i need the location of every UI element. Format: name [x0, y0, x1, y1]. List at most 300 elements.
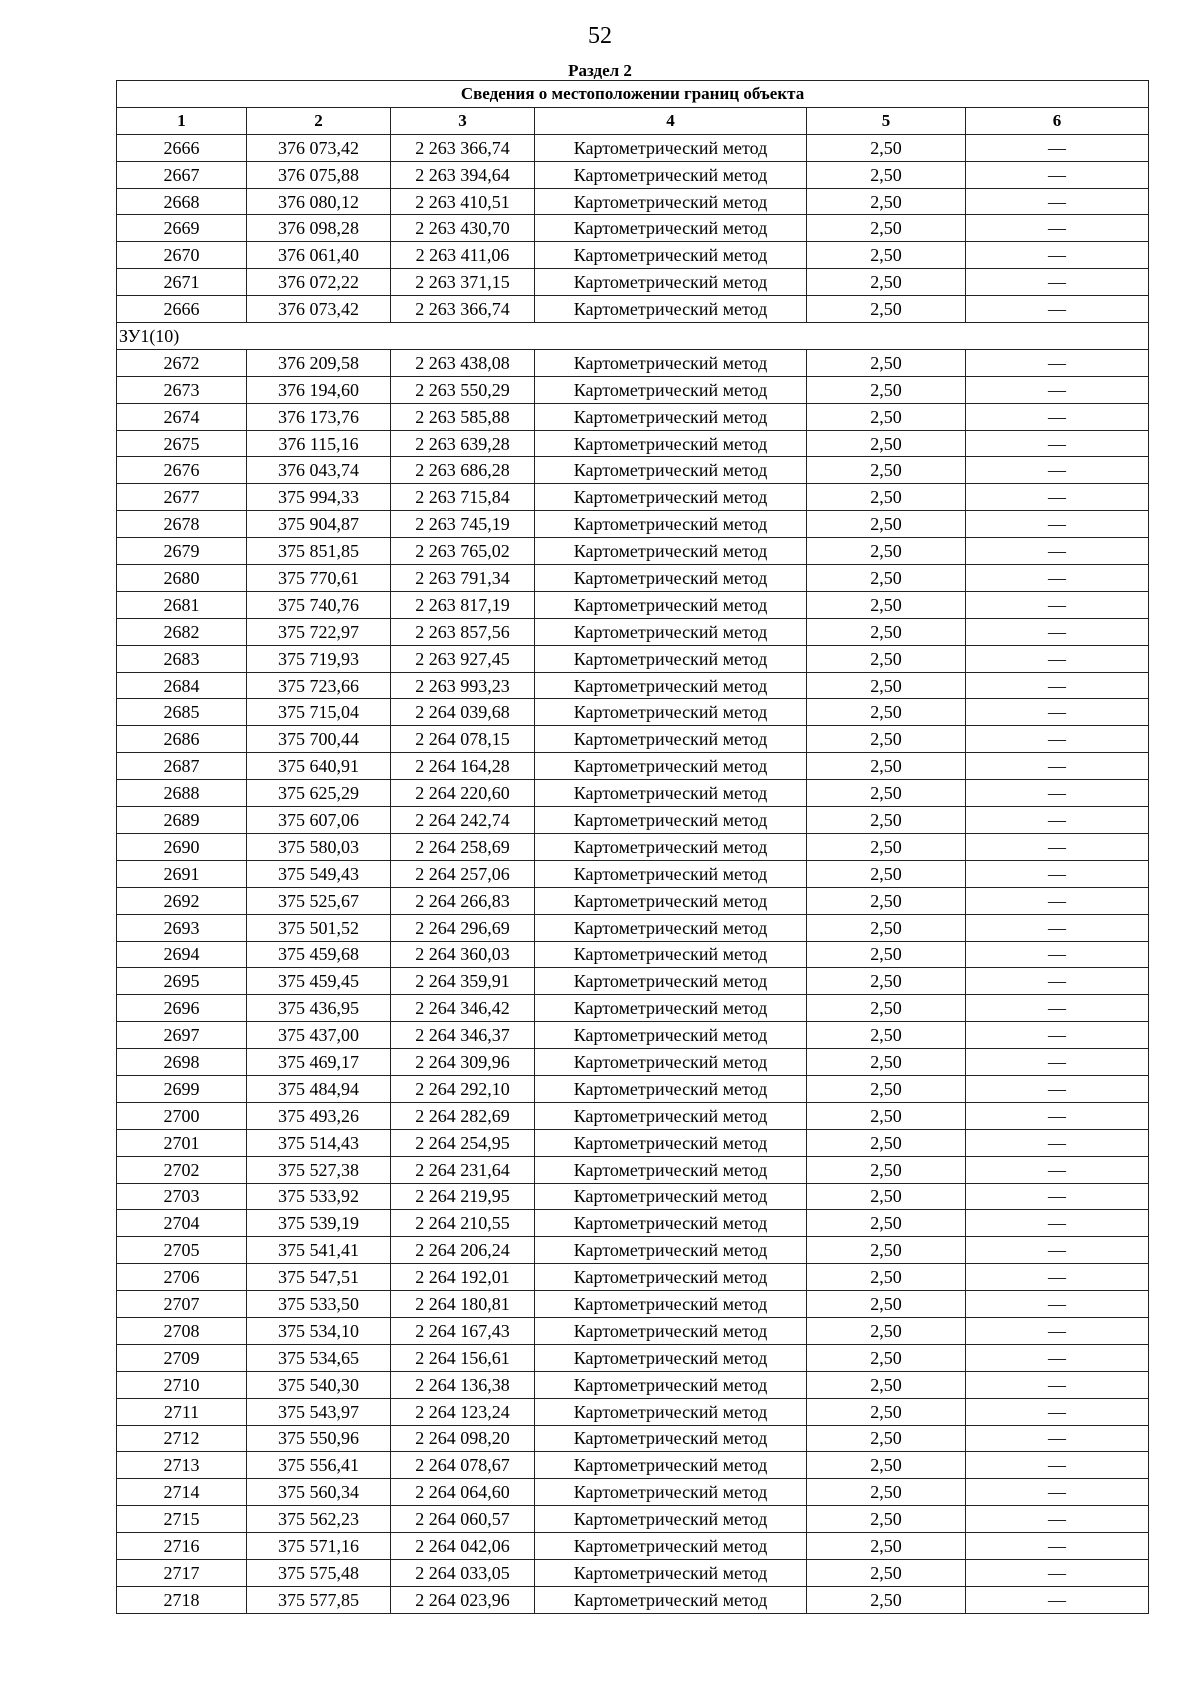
- table-cell: 2 263 366,74: [391, 296, 535, 323]
- table-cell: 2678: [117, 511, 247, 538]
- table-cell: 2,50: [807, 1506, 966, 1533]
- table-cell: 2685: [117, 699, 247, 726]
- table-cell: Картометрический метод: [535, 349, 807, 376]
- table-row: [117, 1022, 1149, 1049]
- table-body: [117, 134, 1149, 1613]
- table-cell: 2,50: [807, 1452, 966, 1479]
- table-title: Сведения о местоположении границ объекта: [117, 81, 1149, 108]
- table-row: [117, 269, 1149, 296]
- table-cell: 2 263 686,28: [391, 457, 535, 484]
- table-cell: 2,50: [807, 1075, 966, 1102]
- table-cell: Картометрический метод: [535, 1398, 807, 1425]
- table-cell: 2,50: [807, 726, 966, 753]
- table-cell: 375 719,93: [247, 645, 391, 672]
- table-cell: 2670: [117, 242, 247, 269]
- table-cell: 2 264 136,38: [391, 1371, 535, 1398]
- table-cell: —: [966, 1237, 1149, 1264]
- table-cell: —: [966, 134, 1149, 161]
- table-row: [117, 430, 1149, 457]
- table-cell: 2 263 411,06: [391, 242, 535, 269]
- table-cell: 375 550,96: [247, 1425, 391, 1452]
- table-cell: Картометрический метод: [535, 914, 807, 941]
- table-cell: 376 043,74: [247, 457, 391, 484]
- table-cell: 2,50: [807, 1049, 966, 1076]
- table-cell: —: [966, 215, 1149, 242]
- table-row: [117, 134, 1149, 161]
- table-cell: —: [966, 1533, 1149, 1560]
- table-cell: 376 072,22: [247, 269, 391, 296]
- table-cell: 2680: [117, 565, 247, 592]
- table-cell: 2 263 927,45: [391, 645, 535, 672]
- table-cell: 2673: [117, 376, 247, 403]
- table-cell: 376 098,28: [247, 215, 391, 242]
- table-cell: Картометрический метод: [535, 376, 807, 403]
- table-row: [117, 1533, 1149, 1560]
- table-cell: —: [966, 1102, 1149, 1129]
- table-cell: 2,50: [807, 860, 966, 887]
- column-header: 3: [391, 107, 535, 134]
- table-cell: Картометрический метод: [535, 1291, 807, 1318]
- table-cell: 376 061,40: [247, 242, 391, 269]
- table-cell: 2667: [117, 161, 247, 188]
- table-row: [117, 1506, 1149, 1533]
- table-cell: Картометрический метод: [535, 1425, 807, 1452]
- table-cell: 2694: [117, 941, 247, 968]
- table-row: [117, 941, 1149, 968]
- table-cell: —: [966, 1049, 1149, 1076]
- table-cell: 2 264 123,24: [391, 1398, 535, 1425]
- table-cell: —: [966, 296, 1149, 323]
- table-cell: 2672: [117, 349, 247, 376]
- table-row: [117, 1425, 1149, 1452]
- table-cell: 2 264 098,20: [391, 1425, 535, 1452]
- table-cell: 2714: [117, 1479, 247, 1506]
- table-cell: 375 575,48: [247, 1559, 391, 1586]
- table-cell: —: [966, 430, 1149, 457]
- table-cell: 2,50: [807, 672, 966, 699]
- group-label-row: [117, 323, 1149, 350]
- table-row: [117, 1264, 1149, 1291]
- table-cell: 2,50: [807, 376, 966, 403]
- table-cell: 2,50: [807, 1559, 966, 1586]
- table-cell: 2,50: [807, 1210, 966, 1237]
- table-cell: Картометрический метод: [535, 1264, 807, 1291]
- table-cell: —: [966, 161, 1149, 188]
- table-cell: 2,50: [807, 269, 966, 296]
- table-cell: 2 264 309,96: [391, 1049, 535, 1076]
- table-cell: 375 543,97: [247, 1398, 391, 1425]
- table-row: [117, 672, 1149, 699]
- table-row: [117, 1479, 1149, 1506]
- table-cell: 2692: [117, 887, 247, 914]
- table-cell: —: [966, 645, 1149, 672]
- table-cell: 375 533,50: [247, 1291, 391, 1318]
- table-cell: 376 209,58: [247, 349, 391, 376]
- table-cell: —: [966, 1479, 1149, 1506]
- table-cell: 376 075,88: [247, 161, 391, 188]
- table-cell: —: [966, 941, 1149, 968]
- table-cell: 2 264 346,37: [391, 1022, 535, 1049]
- table-cell: 375 501,52: [247, 914, 391, 941]
- table-cell: 2 263 438,08: [391, 349, 535, 376]
- table-row: [117, 1559, 1149, 1586]
- table-cell: —: [966, 887, 1149, 914]
- table-cell: 2 264 359,91: [391, 968, 535, 995]
- table-cell: 375 607,06: [247, 807, 391, 834]
- table-cell: 376 080,12: [247, 188, 391, 215]
- column-header: 4: [535, 107, 807, 134]
- table-cell: 2 264 078,15: [391, 726, 535, 753]
- table-cell: 2,50: [807, 1533, 966, 1560]
- table-cell: 2 263 639,28: [391, 430, 535, 457]
- table-row: [117, 726, 1149, 753]
- table-cell: —: [966, 1156, 1149, 1183]
- table-cell: 2710: [117, 1371, 247, 1398]
- table-cell: 2,50: [807, 1586, 966, 1613]
- table-cell: 375 540,30: [247, 1371, 391, 1398]
- table-cell: 2704: [117, 1210, 247, 1237]
- table-cell: 2 264 220,60: [391, 780, 535, 807]
- table-cell: —: [966, 565, 1149, 592]
- table-row: [117, 1344, 1149, 1371]
- table-cell: 2688: [117, 780, 247, 807]
- table-row: [117, 1075, 1149, 1102]
- table-cell: 375 514,43: [247, 1129, 391, 1156]
- table-cell: Картометрический метод: [535, 1210, 807, 1237]
- table-row: [117, 565, 1149, 592]
- table-cell: 2 264 257,06: [391, 860, 535, 887]
- table-row: [117, 591, 1149, 618]
- table-cell: —: [966, 511, 1149, 538]
- table-row: [117, 914, 1149, 941]
- table-cell: 2687: [117, 753, 247, 780]
- table-row: [117, 1237, 1149, 1264]
- table-cell: —: [966, 403, 1149, 430]
- table-cell: 2695: [117, 968, 247, 995]
- table-cell: 2669: [117, 215, 247, 242]
- table-cell: —: [966, 1344, 1149, 1371]
- table-row: [117, 887, 1149, 914]
- table-cell: —: [966, 1291, 1149, 1318]
- table-cell: 2 264 164,28: [391, 753, 535, 780]
- table-row: [117, 161, 1149, 188]
- table-cell: Картометрический метод: [535, 968, 807, 995]
- table-row: [117, 403, 1149, 430]
- table-cell: Картометрический метод: [535, 645, 807, 672]
- table-cell: —: [966, 699, 1149, 726]
- table-cell: 2666: [117, 296, 247, 323]
- table-cell: Картометрический метод: [535, 188, 807, 215]
- table-row: [117, 349, 1149, 376]
- table-cell: 2,50: [807, 1022, 966, 1049]
- table-cell: 375 851,85: [247, 538, 391, 565]
- table-cell: 2716: [117, 1533, 247, 1560]
- table-cell: 375 723,66: [247, 672, 391, 699]
- table-cell: 2,50: [807, 538, 966, 565]
- table-cell: Картометрический метод: [535, 1479, 807, 1506]
- table-cell: Картометрический метод: [535, 591, 807, 618]
- table-cell: 375 527,38: [247, 1156, 391, 1183]
- table-cell: 375 437,00: [247, 1022, 391, 1049]
- table-row: [117, 1398, 1149, 1425]
- table-row: [117, 1156, 1149, 1183]
- table-row: [117, 188, 1149, 215]
- table-cell: 2684: [117, 672, 247, 699]
- table-cell: Картометрический метод: [535, 780, 807, 807]
- table-cell: 2 264 254,95: [391, 1129, 535, 1156]
- table-cell: Картометрический метод: [535, 403, 807, 430]
- table-cell: 375 459,45: [247, 968, 391, 995]
- table-row: [117, 1371, 1149, 1398]
- table-row: [117, 1291, 1149, 1318]
- table-cell: 375 549,43: [247, 860, 391, 887]
- table-cell: 2 264 206,24: [391, 1237, 535, 1264]
- table-cell: 2697: [117, 1022, 247, 1049]
- table-cell: 2,50: [807, 807, 966, 834]
- table-cell: —: [966, 1506, 1149, 1533]
- table-row: [117, 995, 1149, 1022]
- table-cell: 2,50: [807, 565, 966, 592]
- column-header: 5: [807, 107, 966, 134]
- table-row: [117, 484, 1149, 511]
- table-cell: 375 493,26: [247, 1102, 391, 1129]
- table-cell: —: [966, 376, 1149, 403]
- table-cell: 2 263 371,15: [391, 269, 535, 296]
- table-cell: 375 571,16: [247, 1533, 391, 1560]
- table-cell: Картометрический метод: [535, 1559, 807, 1586]
- table-cell: —: [966, 968, 1149, 995]
- table-row: [117, 699, 1149, 726]
- table-cell: 2 264 064,60: [391, 1479, 535, 1506]
- table-cell: 375 525,67: [247, 887, 391, 914]
- table-cell: 2 264 192,01: [391, 1264, 535, 1291]
- table-cell: Картометрический метод: [535, 753, 807, 780]
- table-cell: 2,50: [807, 296, 966, 323]
- table-cell: Картометрический метод: [535, 1533, 807, 1560]
- table-cell: 2 264 078,67: [391, 1452, 535, 1479]
- table-cell: 2,50: [807, 188, 966, 215]
- table-cell: —: [966, 1371, 1149, 1398]
- table-cell: —: [966, 780, 1149, 807]
- table-row: [117, 1049, 1149, 1076]
- table-cell: 2,50: [807, 753, 966, 780]
- table-cell: 2712: [117, 1425, 247, 1452]
- table-cell: Картометрический метод: [535, 1237, 807, 1264]
- table-cell: 2,50: [807, 1156, 966, 1183]
- table-cell: 2 264 242,74: [391, 807, 535, 834]
- table-cell: 2,50: [807, 914, 966, 941]
- table-cell: 376 073,42: [247, 296, 391, 323]
- table-row: [117, 215, 1149, 242]
- table-cell: 2696: [117, 995, 247, 1022]
- table-row: [117, 457, 1149, 484]
- table-cell: 2 264 266,83: [391, 887, 535, 914]
- table-cell: 2 263 430,70: [391, 215, 535, 242]
- table-cell: 375 534,65: [247, 1344, 391, 1371]
- table-row: [117, 1102, 1149, 1129]
- table-cell: 2693: [117, 914, 247, 941]
- table-cell: 2 264 231,64: [391, 1156, 535, 1183]
- table-row: [117, 968, 1149, 995]
- table-cell: Картометрический метод: [535, 484, 807, 511]
- table-cell: 2,50: [807, 1237, 966, 1264]
- column-header: 6: [966, 107, 1149, 134]
- table-cell: 2711: [117, 1398, 247, 1425]
- table-cell: —: [966, 995, 1149, 1022]
- table-cell: 2,50: [807, 349, 966, 376]
- table-cell: 375 533,92: [247, 1183, 391, 1210]
- table-cell: 2 264 180,81: [391, 1291, 535, 1318]
- table-cell: 2713: [117, 1452, 247, 1479]
- table-cell: 2,50: [807, 1371, 966, 1398]
- table-row: [117, 242, 1149, 269]
- table-cell: —: [966, 538, 1149, 565]
- table-cell: Картометрический метод: [535, 1317, 807, 1344]
- table-cell: 2,50: [807, 1398, 966, 1425]
- table-cell: 2668: [117, 188, 247, 215]
- table-cell: 2 263 791,34: [391, 565, 535, 592]
- table-cell: Картометрический метод: [535, 1506, 807, 1533]
- table-cell: Картометрический метод: [535, 430, 807, 457]
- table-cell: 2 264 156,61: [391, 1344, 535, 1371]
- table-cell: —: [966, 1559, 1149, 1586]
- table-cell: —: [966, 807, 1149, 834]
- table-cell: —: [966, 726, 1149, 753]
- table-cell: 2717: [117, 1559, 247, 1586]
- table-cell: —: [966, 1398, 1149, 1425]
- table-cell: 2,50: [807, 1425, 966, 1452]
- table-cell: 2,50: [807, 1317, 966, 1344]
- table-cell: Картометрический метод: [535, 1102, 807, 1129]
- table-cell: 2 264 039,68: [391, 699, 535, 726]
- table-cell: 2698: [117, 1049, 247, 1076]
- table-cell: —: [966, 349, 1149, 376]
- table-cell: 2 263 857,56: [391, 618, 535, 645]
- table-cell: —: [966, 1129, 1149, 1156]
- table-cell: 2 264 023,96: [391, 1586, 535, 1613]
- table-cell: —: [966, 242, 1149, 269]
- table-cell: Картометрический метод: [535, 1183, 807, 1210]
- table-row: [117, 833, 1149, 860]
- table-cell: 2679: [117, 538, 247, 565]
- table-cell: 375 436,95: [247, 995, 391, 1022]
- table-row: [117, 618, 1149, 645]
- table-cell: 375 700,44: [247, 726, 391, 753]
- table-row: [117, 376, 1149, 403]
- table-cell: Картометрический метод: [535, 215, 807, 242]
- table-cell: 2,50: [807, 1291, 966, 1318]
- table-cell: 375 541,41: [247, 1237, 391, 1264]
- table-row: [117, 860, 1149, 887]
- table-cell: 375 580,03: [247, 833, 391, 860]
- table-cell: 2671: [117, 269, 247, 296]
- table-cell: —: [966, 914, 1149, 941]
- table-cell: 2674: [117, 403, 247, 430]
- table-cell: Картометрический метод: [535, 699, 807, 726]
- table-cell: —: [966, 1425, 1149, 1452]
- table-cell: Картометрический метод: [535, 538, 807, 565]
- table-cell: 375 722,97: [247, 618, 391, 645]
- table-cell: 2 263 715,84: [391, 484, 535, 511]
- table-cell: 2 264 060,57: [391, 1506, 535, 1533]
- table-cell: 375 577,85: [247, 1586, 391, 1613]
- table-row: [117, 296, 1149, 323]
- table-cell: 375 469,17: [247, 1049, 391, 1076]
- table-cell: 2 263 993,23: [391, 672, 535, 699]
- table-cell: 2702: [117, 1156, 247, 1183]
- table-cell: Картометрический метод: [535, 1022, 807, 1049]
- table-row: [117, 780, 1149, 807]
- table-cell: 2709: [117, 1344, 247, 1371]
- table-cell: 2,50: [807, 833, 966, 860]
- table-cell: Картометрический метод: [535, 726, 807, 753]
- table-cell: 2,50: [807, 1264, 966, 1291]
- table-cell: Картометрический метод: [535, 807, 807, 834]
- table-cell: 375 640,91: [247, 753, 391, 780]
- table-cell: 2686: [117, 726, 247, 753]
- table-row: [117, 1210, 1149, 1237]
- table-cell: 375 625,29: [247, 780, 391, 807]
- table-cell: 2718: [117, 1586, 247, 1613]
- table-cell: Картометрический метод: [535, 1344, 807, 1371]
- table-cell: 2 264 219,95: [391, 1183, 535, 1210]
- table-cell: Картометрический метод: [535, 860, 807, 887]
- table-cell: —: [966, 1586, 1149, 1613]
- table-row: [117, 645, 1149, 672]
- table-cell: 2677: [117, 484, 247, 511]
- table-cell: 2,50: [807, 591, 966, 618]
- table-cell: 2,50: [807, 995, 966, 1022]
- table-cell: 376 115,16: [247, 430, 391, 457]
- table-cell: 2 264 360,03: [391, 941, 535, 968]
- table-cell: 2,50: [807, 699, 966, 726]
- table-row: [117, 753, 1149, 780]
- table-cell: 2,50: [807, 1102, 966, 1129]
- table-cell: Картометрический метод: [535, 269, 807, 296]
- table-cell: —: [966, 833, 1149, 860]
- table-cell: 2 263 394,64: [391, 161, 535, 188]
- table-row: [117, 1317, 1149, 1344]
- table-cell: 375 770,61: [247, 565, 391, 592]
- table-row: [117, 807, 1149, 834]
- table-cell: 2690: [117, 833, 247, 860]
- table-cell: Картометрический метод: [535, 1075, 807, 1102]
- table-cell: 2682: [117, 618, 247, 645]
- table-cell: —: [966, 1264, 1149, 1291]
- table-cell: 2,50: [807, 968, 966, 995]
- table-row: [117, 1129, 1149, 1156]
- table-cell: 375 904,87: [247, 511, 391, 538]
- table-cell: 2691: [117, 860, 247, 887]
- table-cell: —: [966, 1022, 1149, 1049]
- table-cell: 2,50: [807, 215, 966, 242]
- table-cell: Картометрический метод: [535, 134, 807, 161]
- table-cell: Картометрический метод: [535, 161, 807, 188]
- table-cell: Картометрический метод: [535, 242, 807, 269]
- table-cell: 2 263 410,51: [391, 188, 535, 215]
- table-cell: 376 173,76: [247, 403, 391, 430]
- table-cell: Картометрический метод: [535, 833, 807, 860]
- table-cell: 2 264 210,55: [391, 1210, 535, 1237]
- table-cell: 375 547,51: [247, 1264, 391, 1291]
- table-cell: 2,50: [807, 457, 966, 484]
- table-cell: 2 264 167,43: [391, 1317, 535, 1344]
- table-cell: —: [966, 484, 1149, 511]
- table-cell: 376 194,60: [247, 376, 391, 403]
- table-cell: —: [966, 1210, 1149, 1237]
- table-cell: Картометрический метод: [535, 1156, 807, 1183]
- table-cell: —: [966, 1317, 1149, 1344]
